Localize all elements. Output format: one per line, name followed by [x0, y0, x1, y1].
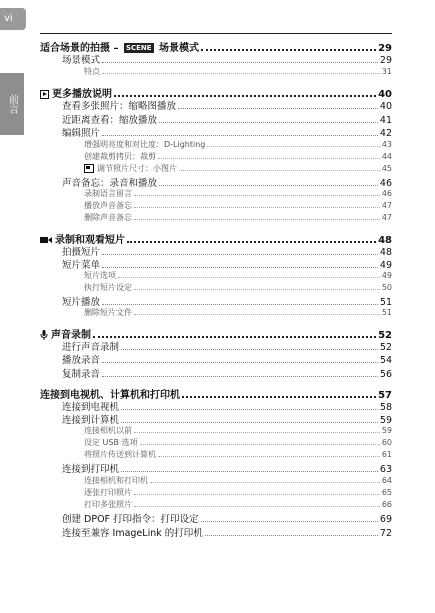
toc-subentry[interactable]: 将照片传送到计算机 61	[84, 450, 392, 459]
toc-subentry[interactable]: 执行短片设定 50	[84, 283, 392, 292]
small-picture-icon	[84, 164, 94, 173]
toc-subentry[interactable]: 删除声音备忘 47	[84, 213, 392, 222]
toc-subentry[interactable]: 播放声音备忘 47	[84, 201, 392, 210]
toc-subentry[interactable]: 增强明亮度和对比度：D-Lighting 43	[84, 140, 392, 149]
toc-subentry[interactable]: 短片选项 49	[84, 271, 392, 280]
toc-section-playback[interactable]: 更多播放说明 40	[40, 85, 392, 100]
toc-subentry[interactable]: 调节照片尺寸：小图片 45	[84, 163, 392, 174]
playback-icon	[40, 90, 49, 99]
toc-entry[interactable]: 查看多张照片：缩略图播放 40	[62, 101, 392, 112]
toc-section-connections[interactable]: 连接到电视机、计算机和打印机 57	[40, 390, 392, 401]
toc-entry[interactable]: 复制录音 56	[62, 369, 392, 380]
toc-subentry[interactable]: 连接相机和打印机 64	[84, 476, 392, 485]
toc-subentry[interactable]: 设定 USB 选项 60	[84, 438, 392, 447]
toc-entry[interactable]: 拍摄短片 48	[62, 247, 392, 258]
toc-section-voice-recording[interactable]: 声音录制 52	[40, 326, 392, 341]
toc-entry[interactable]: 连接到电视机 58	[62, 402, 392, 413]
toc-entry[interactable]: 播放录音 54	[62, 355, 392, 366]
toc-entry[interactable]: 场景模式 29	[62, 55, 392, 66]
toc-subentry[interactable]: 录制语言留言 46	[84, 189, 392, 198]
page-number: vi	[4, 13, 13, 24]
toc-subentry[interactable]: 特点 31	[84, 67, 392, 76]
toc-entry[interactable]: 进行声音录制 52	[62, 342, 392, 353]
toc-subentry[interactable]: 删除短片文件 51	[84, 308, 392, 317]
toc-entry[interactable]: 连接至兼容 ImageLink 的打印机 72	[62, 528, 392, 539]
toc-entry-label: 适合场景的拍摄 – SCENE 场景模式	[40, 43, 200, 54]
toc-entry[interactable]: 创建 DPOF 打印指令：打印设定 69	[62, 514, 392, 525]
toc-entry[interactable]: 连接到打印机 63	[62, 464, 392, 475]
toc-subentry[interactable]: 连接相机以前 59	[84, 426, 392, 435]
microphone-icon	[40, 330, 48, 340]
toc-page-number: 29	[378, 43, 392, 54]
toc-entry[interactable]: 近距离查看：缩放播放 41	[62, 115, 392, 126]
toc-subentry[interactable]: 创建裁剪拷贝：裁剪 44	[84, 152, 392, 161]
toc-entry[interactable]: 短片播放 51	[62, 297, 392, 308]
toc-entry[interactable]: 声音备忘：录音和播放 46	[62, 178, 392, 189]
toc-subentry[interactable]: 打印多张照片 66	[84, 500, 392, 509]
side-section-label: 前言	[6, 94, 18, 114]
toc-section-movies[interactable]: 录制和观看短片 48	[40, 231, 392, 246]
toc-entry[interactable]: 连接到计算机 59	[62, 415, 392, 426]
movie-icon	[40, 236, 52, 244]
scene-icon: SCENE	[125, 44, 152, 52]
toc-subentry[interactable]: 逐张打印照片 65	[84, 488, 392, 497]
toc-entry[interactable]: 编辑照片 42	[62, 128, 392, 139]
toc-entry[interactable]: 短片菜单 49	[62, 260, 392, 271]
